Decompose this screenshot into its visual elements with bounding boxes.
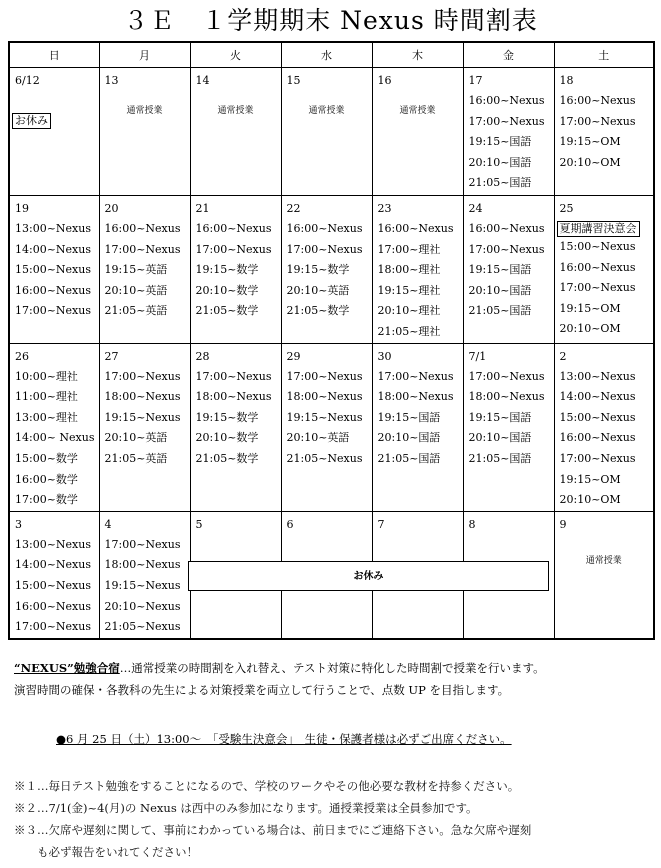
page-title: ３Ｅ １学期期末 Nexus 時間割表 — [123, 6, 538, 35]
schedule-entry: 15:00~Nexus — [559, 410, 636, 424]
day-date: 9 — [559, 517, 567, 531]
schedule-entry: 17:00~理社 — [377, 242, 441, 256]
schedule-entry: 17:00~数学 — [15, 493, 78, 507]
day-cell — [463, 68, 554, 196]
day-cell — [372, 196, 463, 344]
schedule-entry: 16:00~Nexus — [377, 222, 454, 235]
day-cell — [9, 511, 99, 638]
day-date: 25 — [559, 202, 574, 215]
schedule-entry: 15:00~Nexus — [15, 578, 91, 592]
schedule-entry: 16:00~Nexus — [559, 94, 636, 107]
intro-paragraph-2: 演習時間の確保・各教科の先生による対策授業を両立して行うことで、点数 UP を目指します。 — [14, 683, 510, 697]
day-date: 5 — [195, 517, 203, 531]
day-date: 2 — [559, 349, 567, 363]
note-item: ※１…毎日テスト勉強をすることになるので、学校のワークやその他必要な教材を持参ください。 — [14, 779, 520, 793]
schedule-entry: 20:10~英語 — [286, 283, 350, 297]
day-date: 4 — [104, 517, 112, 531]
schedule-entry: 15:00~Nexus — [15, 263, 91, 277]
weekday-header: 水 — [281, 42, 372, 68]
schedule-entry: 19:15~Nexus — [104, 410, 181, 424]
schedule-entry: 16:00~Nexus — [286, 222, 363, 235]
weekday-header: 火 — [190, 42, 281, 68]
schedule-entry: 19:15~国語 — [468, 263, 532, 277]
schedule-entry: 20:10~国語 — [468, 431, 532, 445]
schedule-entry: 19:15~理社 — [377, 283, 441, 297]
schedule-entry: 19:15~Nexus — [286, 410, 363, 424]
schedule-entry: 14:00~Nexus — [15, 558, 91, 572]
intro-text: …通常授業の時間割を入れ替え、テスト対策に特化した時間割で授業を行います。 — [119, 661, 545, 675]
schedule-entry: 21:05~数学 — [195, 451, 259, 465]
schedule-entry: 16:00~Nexus — [468, 222, 545, 235]
regular-class-note: 通常授業 — [217, 106, 254, 116]
day-cell — [190, 343, 281, 511]
day-date: 6/12 — [15, 74, 40, 87]
note-item: ※２…7/1(金)~4(月)の Nexus は西中のみ参加になります。通授業授業は全員参加です。 — [14, 801, 478, 815]
schedule-entry: 13:00~Nexus — [15, 537, 91, 551]
day-date: 15 — [286, 74, 301, 87]
day-date: 13 — [104, 74, 119, 87]
day-cell — [281, 68, 372, 196]
schedule-entry: 20:10~OM — [559, 322, 621, 336]
schedule-entry: 16:00~Nexus — [104, 222, 181, 235]
schedule-entry: 17:00~Nexus — [286, 242, 363, 256]
schedule-entry: 20:10~国語 — [377, 431, 441, 445]
day-cell — [9, 196, 99, 344]
schedule-entry: 20:10~数学 — [195, 431, 259, 445]
schedule-entry: 21:05~英語 — [104, 304, 168, 318]
schedule-entry: 13:00~Nexus — [559, 369, 636, 383]
regular-class-note: 通常授業 — [399, 106, 436, 116]
day-date: 19 — [15, 202, 29, 215]
schedule-entry: 15:00~数学 — [15, 451, 78, 465]
schedule-entry: 17:00~Nexus — [377, 369, 454, 383]
day-cell — [99, 511, 190, 638]
schedule-entry: 16:00~Nexus — [15, 599, 91, 613]
schedule-entry: 21:05~数学 — [286, 304, 350, 318]
day-date: 21 — [195, 202, 210, 215]
day-cell — [9, 68, 99, 196]
regular-class-note: 通常授業 — [126, 106, 163, 116]
schedule-entry: 17:00~Nexus — [468, 369, 545, 383]
schedule-entry: 13:00~Nexus — [15, 222, 91, 235]
day-date: 20 — [104, 202, 119, 215]
schedule-entry: 21:05~Nexus — [286, 451, 363, 465]
day-date: 26 — [15, 349, 29, 363]
schedule-entry: 19:15~英語 — [104, 263, 168, 277]
schedule-entry: 20:10~OM — [559, 493, 621, 507]
boxed-event-label: お休み — [12, 113, 51, 129]
day-cell — [99, 343, 190, 511]
schedule-entry: 18:00~Nexus — [195, 390, 272, 404]
day-cell — [190, 196, 281, 344]
day-cell — [554, 68, 654, 196]
schedule-entry: 21:05~国語 — [468, 176, 532, 190]
schedule-entry: 19:15~OM — [559, 301, 621, 315]
schedule-entry: 17:00~Nexus — [559, 451, 636, 465]
schedule-entry: 19:15~OM — [559, 472, 621, 486]
schedule-entry: 19:15~数学 — [195, 263, 259, 277]
day-date: 14 — [195, 74, 210, 87]
schedule-entry: 14:00~Nexus — [559, 390, 636, 404]
schedule-entry: 19:15~国語 — [468, 135, 532, 149]
regular-class-note: 通常授業 — [585, 555, 622, 566]
schedule-entry: 10:00~理社 — [15, 369, 78, 383]
day-date: 16 — [377, 74, 392, 87]
day-date: 7/1 — [468, 349, 487, 363]
day-cell — [554, 511, 654, 638]
schedule-entry: 17:00~Nexus — [559, 281, 636, 295]
day-cell — [554, 196, 654, 344]
intro-paragraph-1 — [14, 657, 545, 679]
schedule-entry: 21:05~英語 — [104, 451, 168, 465]
schedule-entry: 18:00~Nexus — [104, 390, 181, 404]
day-date: 24 — [468, 202, 483, 215]
schedule-entry: 21:05~国語 — [377, 451, 441, 465]
schedule-entry: 19:15~国語 — [377, 410, 441, 424]
schedule-entry: 16:00~Nexus — [559, 431, 636, 445]
day-cell — [554, 343, 654, 511]
schedule-entry: 20:10~Nexus — [104, 599, 181, 613]
weekday-header-row — [9, 42, 654, 68]
day-cell — [463, 196, 554, 344]
schedule-entry: 17:00~Nexus — [195, 369, 272, 383]
day-date: 8 — [468, 517, 476, 531]
schedule-entry: 20:10~OM — [559, 155, 621, 169]
nexus-camp-heading: “NEXUS”勉強合宿 — [14, 661, 120, 675]
schedule-entry: 16:00~数学 — [15, 472, 78, 486]
schedule-entry: 18:00~Nexus — [377, 390, 454, 404]
day-cell — [9, 343, 99, 511]
day-cell — [463, 343, 554, 511]
schedule-entry: 13:00~理社 — [15, 410, 78, 424]
schedule-entry: 11:00~理社 — [15, 390, 78, 404]
weekday-header: 金 — [463, 42, 554, 68]
day-cell — [372, 343, 463, 511]
day-date: 28 — [195, 349, 210, 363]
note-item: ※３…欠席や遅刻に関して、事前にわかっている場合は、前日までにご連絡下さい。急な欠席や遅刻 — [14, 823, 532, 837]
notice-line: ●6 月 25 日（土）13:00～ 「受験生決意会」 生徒・保護者様は必ずご出席ください。 — [56, 732, 512, 746]
day-date: 30 — [377, 349, 392, 363]
schedule-entry: 17:00~Nexus — [286, 369, 363, 383]
schedule-entry: 21:05~理社 — [377, 324, 441, 338]
schedule-entry: 20:10~理社 — [377, 304, 441, 318]
schedule-entry: 18:00~Nexus — [468, 390, 545, 404]
schedule-entry: 18:00~理社 — [377, 263, 441, 277]
week-row — [9, 68, 654, 196]
day-cell — [99, 68, 190, 196]
regular-class-note: 通常授業 — [308, 106, 345, 116]
schedule-entry: 17:00~Nexus — [468, 114, 545, 128]
weekday-header: 日 — [9, 42, 99, 68]
day-cell — [281, 196, 372, 344]
day-date: 7 — [377, 517, 385, 531]
schedule-entry: 19:15~OM — [559, 135, 621, 149]
schedule-entry: 17:00~Nexus — [468, 242, 545, 256]
schedule-entry: 17:00~Nexus — [559, 114, 636, 128]
schedule-entry: 15:00~Nexus — [559, 240, 636, 253]
schedule-entry: 16:00~Nexus — [468, 94, 545, 107]
week-row — [9, 343, 654, 511]
schedule-entry: 18:00~Nexus — [104, 558, 181, 572]
weekday-header: 月 — [99, 42, 190, 68]
schedule-entry: 18:00~Nexus — [286, 390, 363, 404]
schedule-entry: 17:00~Nexus — [15, 620, 91, 634]
schedule-entry: 20:10~国語 — [468, 155, 532, 169]
schedule-entry: 21:05~国語 — [468, 304, 532, 318]
schedule-entry: 14:00~ Nexus — [15, 431, 95, 445]
schedule-entry: 21:05~Nexus — [104, 620, 181, 634]
day-date: 23 — [377, 202, 392, 215]
schedule-entry: 16:00~Nexus — [15, 283, 91, 297]
boxed-event-label: 夏期講習決意会 — [557, 221, 640, 237]
day-date: 29 — [286, 349, 301, 363]
schedule-entry: 17:00~Nexus — [104, 369, 181, 383]
schedule-entry: 17:00~Nexus — [195, 242, 272, 256]
schedule-entry: 21:05~数学 — [195, 304, 259, 318]
schedule-entry: 19:15~Nexus — [104, 578, 181, 592]
schedule-entry: 17:00~Nexus — [15, 304, 91, 318]
schedule-entry: 19:15~国語 — [468, 410, 532, 424]
note-item: も必ず報告をいれてください！ — [14, 845, 198, 859]
day-date: 18 — [559, 74, 574, 87]
holiday-bar: お休み — [188, 561, 549, 591]
day-cell — [190, 68, 281, 196]
schedule-table — [8, 41, 655, 640]
weekday-header: 土 — [554, 42, 654, 68]
schedule-entry: 21:05~国語 — [468, 451, 532, 465]
day-date: 3 — [15, 517, 22, 531]
day-cell — [372, 68, 463, 196]
schedule-entry: 14:00~Nexus — [15, 242, 91, 256]
schedule-entry: 20:10~英語 — [286, 431, 350, 445]
week-row — [9, 196, 654, 344]
schedule-entry: 17:00~Nexus — [104, 242, 181, 256]
schedule-entry: 20:10~英語 — [104, 431, 168, 445]
day-date: 22 — [286, 202, 301, 215]
weekday-header: 木 — [372, 42, 463, 68]
day-cell — [99, 196, 190, 344]
schedule-entry: 17:00~Nexus — [104, 537, 181, 551]
schedule-entry: 16:00~Nexus — [559, 260, 636, 274]
schedule-entry: 19:15~数学 — [195, 410, 259, 424]
schedule-entry: 19:15~数学 — [286, 263, 350, 277]
schedule-entry: 20:10~数学 — [195, 283, 259, 297]
day-date: 17 — [468, 74, 483, 87]
day-cell — [281, 343, 372, 511]
day-date: 27 — [104, 349, 119, 363]
schedule-entry: 16:00~Nexus — [195, 222, 272, 235]
day-date: 6 — [286, 517, 294, 531]
schedule-entry: 20:10~英語 — [104, 283, 168, 297]
schedule-entry: 20:10~国語 — [468, 283, 532, 297]
